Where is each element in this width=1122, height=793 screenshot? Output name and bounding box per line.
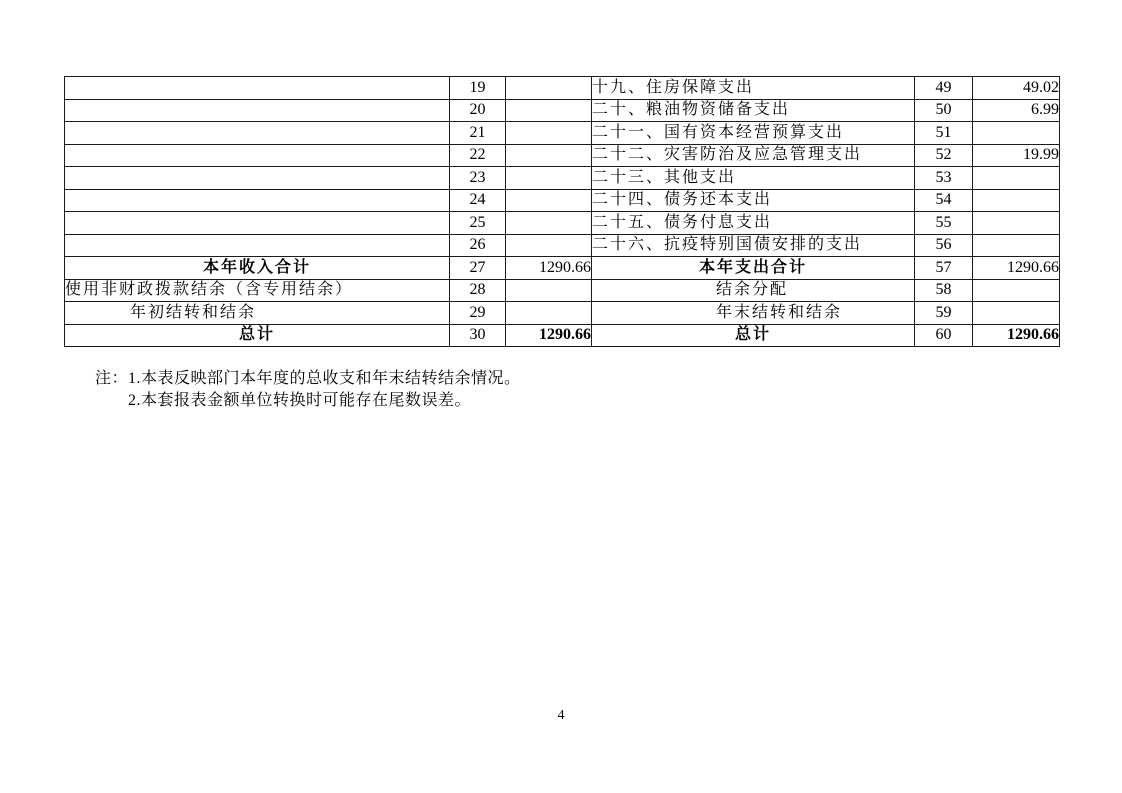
right-amount: [973, 279, 1060, 302]
right-amount: [973, 234, 1060, 257]
right-item-label: 二十四、债务还本支出: [592, 189, 915, 212]
left-line-no: 20: [450, 99, 506, 122]
right-amount: 6.99: [973, 99, 1060, 122]
right-amount: 19.99: [973, 144, 1060, 167]
left-line-no: 29: [450, 302, 506, 325]
table-row: [65, 189, 1060, 212]
right-item-label: 十九、住房保障支出: [592, 77, 915, 100]
left-line-no: 28: [450, 279, 506, 302]
left-item-label: 本年收入合计: [65, 257, 450, 280]
left-line-no: 24: [450, 189, 506, 212]
right-item-label: 二十五、债务付息支出: [592, 212, 915, 235]
left-item-label: [65, 212, 450, 235]
right-amount: 1290.66: [973, 257, 1060, 280]
left-item-label: [65, 234, 450, 257]
table-row: [65, 212, 1060, 235]
right-amount: [973, 122, 1060, 145]
right-line-no: 58: [915, 279, 973, 302]
right-amount: 1290.66: [973, 324, 1060, 347]
left-amount: [506, 122, 592, 145]
right-item-label: 二十、粮油物资储备支出: [592, 99, 915, 122]
left-amount: [506, 279, 592, 302]
right-amount: [973, 167, 1060, 190]
right-amount: [973, 302, 1060, 325]
left-item-label: [65, 167, 450, 190]
right-line-no: 57: [915, 257, 973, 280]
right-amount: [973, 212, 1060, 235]
left-item-label: [65, 144, 450, 167]
table-row: [65, 302, 1060, 325]
left-amount: [506, 212, 592, 235]
left-line-no: 25: [450, 212, 506, 235]
table-row: [65, 122, 1060, 145]
right-line-no: 59: [915, 302, 973, 325]
right-line-no: 51: [915, 122, 973, 145]
left-line-no: 30: [450, 324, 506, 347]
finance-summary-table: [64, 76, 1060, 347]
left-line-no: 22: [450, 144, 506, 167]
left-amount: [506, 99, 592, 122]
left-line-no: 27: [450, 257, 506, 280]
left-amount: 1290.66: [506, 257, 592, 280]
left-item-label: 使用非财政拨款结余（含专用结余）: [65, 279, 450, 302]
left-amount: [506, 167, 592, 190]
right-item-label: 二十六、抗疫特别国债安排的支出: [592, 234, 915, 257]
right-item-label: 二十三、其他支出: [592, 167, 915, 190]
table-row: [65, 99, 1060, 122]
left-item-label: 总计: [65, 324, 450, 347]
right-line-no: 50: [915, 99, 973, 122]
right-line-no: 54: [915, 189, 973, 212]
table-row-grand-total: [65, 324, 1060, 347]
right-line-no: 55: [915, 212, 973, 235]
right-line-no: 60: [915, 324, 973, 347]
left-line-no: 23: [450, 167, 506, 190]
left-amount: [506, 77, 592, 100]
footnote-line: 1.本表反映部门本年度的总收支和年末结转结余情况。: [128, 370, 521, 387]
right-item-label: 二十一、国有资本经营预算支出: [592, 122, 915, 145]
right-item-label: 总计: [592, 324, 915, 347]
right-item-label: 结余分配: [592, 279, 915, 302]
left-line-no: 21: [450, 122, 506, 145]
left-item-label: [65, 122, 450, 145]
right-line-no: 52: [915, 144, 973, 167]
table-row: [65, 234, 1060, 257]
left-item-label: [65, 77, 450, 100]
footnote-prefix: 注：: [95, 370, 129, 387]
left-item-label: 年初结转和结余: [65, 302, 450, 325]
right-amount: [973, 189, 1060, 212]
table-row-income-total: [65, 257, 1060, 280]
right-line-no: 53: [915, 167, 973, 190]
right-amount: 49.02: [973, 77, 1060, 100]
left-amount: [506, 144, 592, 167]
left-amount: [506, 234, 592, 257]
left-line-no: 19: [450, 77, 506, 100]
table-row: [65, 77, 1060, 100]
footnote-line: 2.本套报表金额单位转换时可能存在尾数误差。: [128, 392, 472, 409]
table-row: [65, 279, 1060, 302]
left-amount: 1290.66: [506, 324, 592, 347]
left-item-label: [65, 189, 450, 212]
left-amount: [506, 189, 592, 212]
table-row: [65, 144, 1060, 167]
right-item-label: 本年支出合计: [592, 257, 915, 280]
left-amount: [506, 302, 592, 325]
page-number: 4: [557, 708, 565, 723]
table-row: [65, 167, 1060, 190]
right-item-label: 二十二、灾害防治及应急管理支出: [592, 144, 915, 167]
footnote-lines: [128, 368, 521, 412]
right-line-no: 49: [915, 77, 973, 100]
right-line-no: 56: [915, 234, 973, 257]
footnotes: [95, 368, 521, 412]
left-line-no: 26: [450, 234, 506, 257]
right-item-label: 年末结转和结余: [592, 302, 915, 325]
left-item-label: [65, 99, 450, 122]
